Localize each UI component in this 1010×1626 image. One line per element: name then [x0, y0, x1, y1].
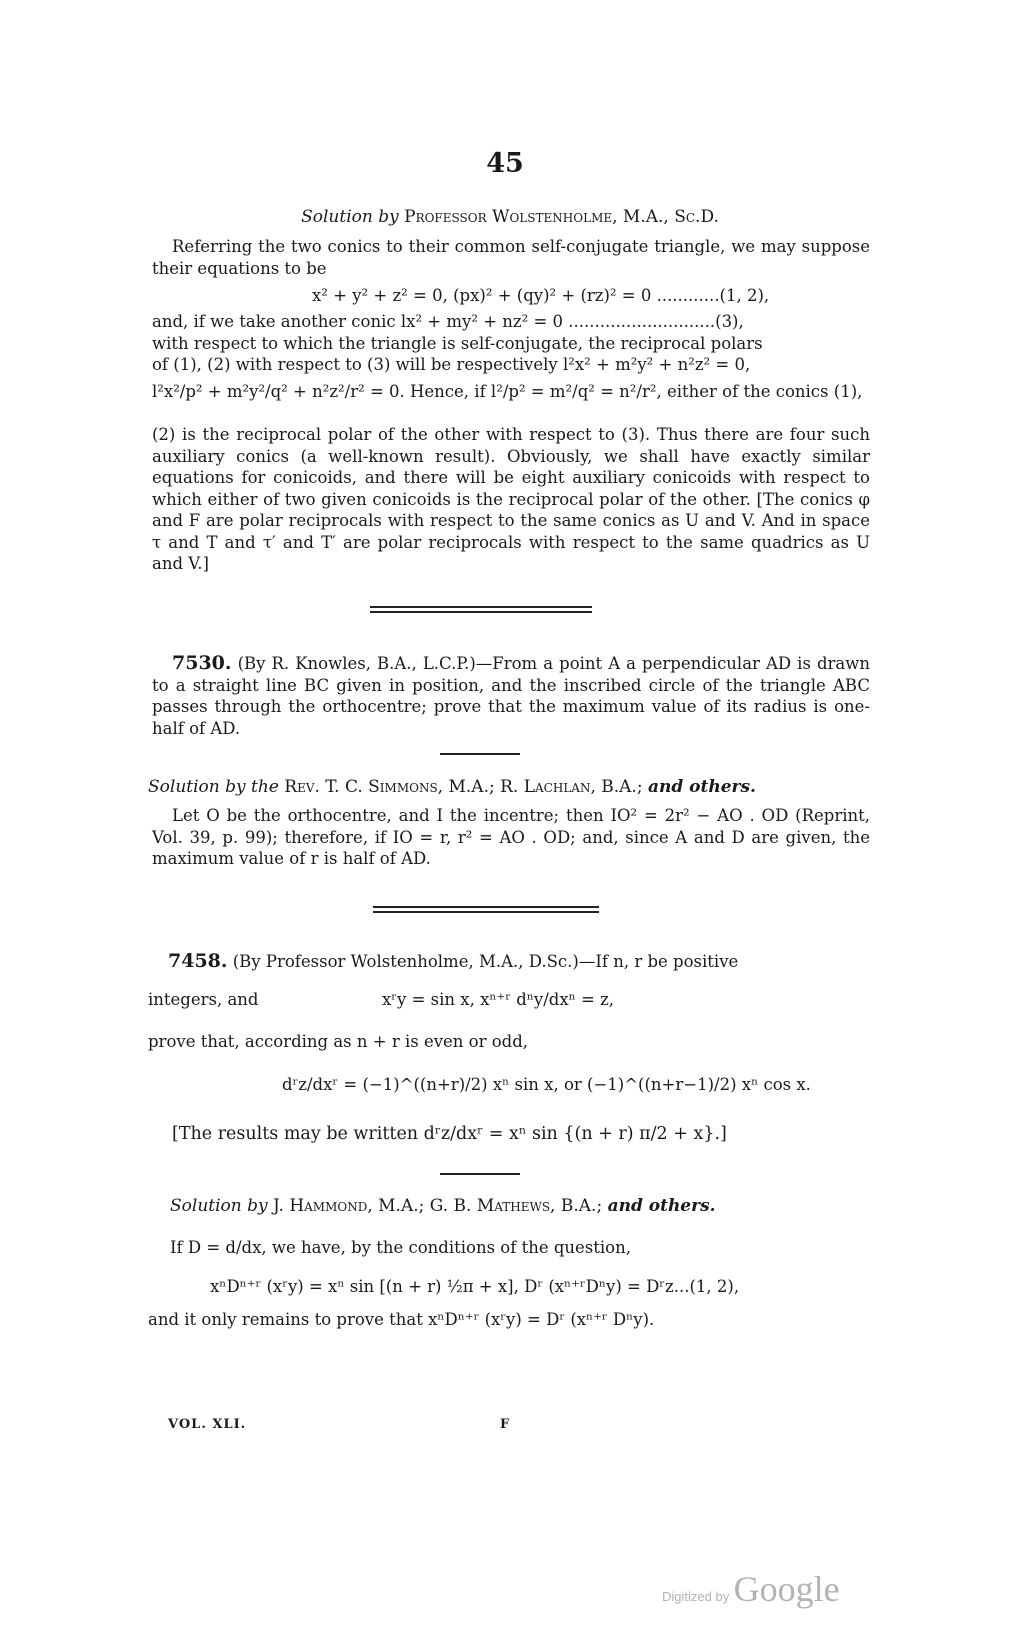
solution-by-label: Solution by: [301, 207, 399, 227]
solution-if: If D = d/dx, we have, by the conditions of the question,: [170, 1238, 631, 1257]
footer-volume: VOL. XLI.: [168, 1417, 247, 1432]
problem-7458: [168, 951, 870, 973]
solution-authors: Rev. T. C. Simmons, M.A.; R. Lachlan, B.A.;: [284, 777, 643, 797]
footer-signature: F: [500, 1417, 511, 1432]
equation-result: dʳz/dxʳ = (−1)^((n+r)/2) xⁿ sin x, or (−1)^((n+r−1)/2) xⁿ cos x.: [282, 1075, 811, 1094]
problem-number: 7530.: [172, 652, 232, 674]
paragraph-intro: Referring the two conics to their common self-conjugate triangle, we may suppose their equations to be: [152, 237, 870, 278]
note-results: [The results may be written dʳz/dxʳ = xⁿ sin {(n + r) π/2 + x}.]: [172, 1124, 727, 1144]
short-rule: [440, 753, 520, 755]
solution-7530-text: [152, 805, 870, 870]
solution-by-label: Solution by the: [148, 777, 279, 797]
equation-1-2: x² + y² + z² = 0, (px)² + (qy)² + (rz)² = 0 ............(1, 2),: [312, 286, 770, 305]
short-rule: [440, 1173, 520, 1175]
watermark-prefix: Digitized by: [662, 1589, 730, 1604]
problem-number: 7458.: [168, 950, 228, 972]
line-respect-2: of (1), (2) with respect to (3) will be respectively l²x² + m²y² + n²z² = 0,: [152, 355, 751, 374]
double-rule: [373, 906, 599, 913]
page-number: 45: [486, 148, 524, 179]
solution-others: and others.: [607, 1196, 716, 1216]
text-integers: integers, and: [148, 990, 259, 1009]
solution-by-label: Solution by: [170, 1196, 268, 1216]
problem-text: (By R. Knowles, B.A., L.C.P.)—From a point A a perpendicular AD is drawn to a straight line BC given in position, and the inscribed circle of the triangle ABC passes through the orthocentre; prove that the maximum value of its radius is one-half of AD.: [152, 654, 871, 738]
paragraph-body: (2) is the reciprocal polar of the other with respect to (3). Thus there are four such auxiliary conics (a well-known result). Obviously, we shall have exactly similar equations for conicoids, and there will be eight auxiliary conicoids with respect to which either of two given conicoids is the reciprocal polar of the other. [The conics φ and F are polar reciprocals with respect to the same conics as U and V. And in space τ and T and τ′ and T′ are polar reciprocals with respect to the same quadrics as U and V.]: [152, 425, 870, 573]
solution-heading-1: [150, 207, 870, 227]
solution-others: and others.: [647, 777, 756, 797]
line-and-conic: and, if we take another conic lx² + my² + nz² = 0 ............................(3),: [152, 312, 744, 331]
solution-heading-7530: [148, 777, 868, 797]
equation-given: xʳy = sin x, xⁿ⁺ʳ dⁿy/dxⁿ = z,: [382, 990, 615, 1009]
solution-1-body: [152, 424, 870, 575]
double-rule: [370, 606, 592, 613]
watermark: [662, 1568, 840, 1610]
solution-equation: xⁿDⁿ⁺ʳ (xʳy) = xⁿ sin [(n + r) ½π + x], Dʳ (xⁿ⁺ʳDⁿy) = Dʳz...(1, 2),: [210, 1277, 740, 1296]
line-hence: l²x²/p² + m²y²/q² + n²z²/r² = 0. Hence, if l²/p² = m²/q² = n²/r², either of the conics (1),: [152, 382, 863, 401]
solution-author: Professor Wolstenholme, M.A., Sc.D.: [404, 207, 719, 227]
problem-text: (By Professor Wolstenholme, M.A., D.Sc.)—If n, r be positive: [232, 952, 739, 971]
solution-authors: J. Hammond, M.A.; G. B. Mathews, B.A.;: [273, 1196, 603, 1216]
text-prove: prove that, according as n + r is even or odd,: [148, 1032, 529, 1051]
problem-7530: [152, 653, 870, 739]
solution-last: and it only remains to prove that xⁿDⁿ⁺ʳ (xʳy) = Dʳ (xⁿ⁺ʳ Dⁿy).: [148, 1310, 655, 1329]
paragraph: Let O be the orthocentre, and I the incentre; then IO² = 2r² − AO . OD (Reprint, Vol. 39, p. 99); therefore, if IO = r, r² = AO . OD; and, since A and D are given, the maximum value of r is half of AD.: [152, 806, 870, 868]
solution-1-text: [152, 236, 870, 279]
solution-heading-7458: [170, 1196, 890, 1216]
line-respect-1: with respect to which the triangle is self-conjugate, the reciprocal polars: [152, 333, 763, 353]
solution-1-lines: [152, 311, 870, 376]
watermark-brand: Google: [733, 1569, 840, 1609]
